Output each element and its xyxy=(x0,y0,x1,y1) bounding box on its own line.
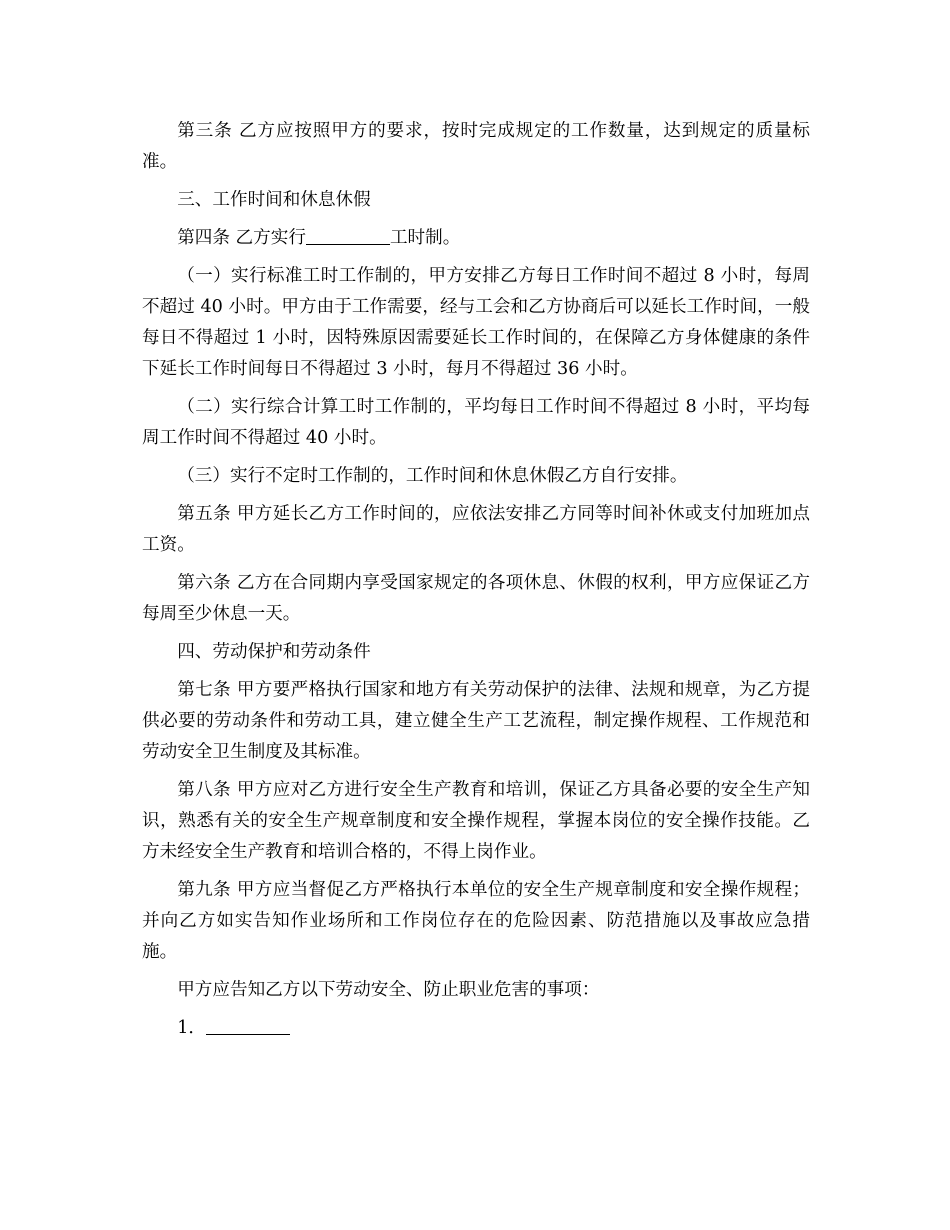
working-hours-type-blank xyxy=(306,226,390,245)
safety-item-1 xyxy=(142,1013,810,1044)
safety-notice-intro: 甲方应告知乙方以下劳动安全、防止职业危害的事项： xyxy=(177,980,600,1000)
standard-hours-clause: （一）实行标准工时工作制的，甲方安排乙方每日工作时间不超过 8 小时，每周不超过 40 小时。甲方由于工作需要，经与工会和乙方协商后可以延长工作时间，一般每日不得超过 1 小时，因特殊原因需要延长工作时间的，在保障乙方身体健康的条件下延长工作时间每日不得超过 3 小时，每月不得超过 36 小时。 xyxy=(142,266,810,379)
article-3-paragraph: 第三条 乙方应按照甲方的要求，按时完成规定的工作数量，达到规定的质量标准。 xyxy=(142,121,810,172)
article-5-paragraph: 第五条 甲方延长乙方工作时间的，应依法安排乙方同等时间补休或支付加班加点工资。 xyxy=(142,504,810,555)
article-4-paragraph xyxy=(142,223,810,254)
article-6-paragraph: 第六条 乙方在合同期内享受国家规定的各项休息、休假的权利，甲方应保证乙方每周至少休息一天。 xyxy=(142,573,810,624)
article-8-paragraph: 第八条 甲方应对乙方进行安全生产教育和培训，保证乙方具备必要的安全生产知识，熟悉有关的安全生产规章制度和安全操作规程，掌握本岗位的安全操作技能。乙方未经安全生产教育和培训合格的，不得上岗作业。 xyxy=(142,780,810,862)
article-9-paragraph: 第九条 甲方应当督促乙方严格执行本单位的安全生产规章制度和安全操作规程；并向乙方如实告知作业场所和工作岗位存在的危险因素、防范措施以及事故应急措施。 xyxy=(142,880,810,962)
document-body xyxy=(142,116,810,1051)
safety-item-1-number: 1． xyxy=(177,1018,206,1038)
article-7-paragraph: 第七条 甲方要严格执行国家和地方有关劳动保护的法律、法规和规章，为乙方提供必要的劳动条件和劳动工具，建立健全生产工艺流程，制定操作规程、工作规范和劳动安全卫生制度及其标准。 xyxy=(142,680,810,762)
section-4-heading: 四、劳动保护和劳动条件 xyxy=(177,642,371,662)
article-4-text-before-blank: 第四条 乙方实行 xyxy=(177,228,306,248)
safety-item-1-blank xyxy=(206,1016,290,1035)
flexible-hours-clause: （三）实行不定时工作制的，工作时间和休息休假乙方自行安排。 xyxy=(177,466,688,486)
section-3-heading: 三、工作时间和休息休假 xyxy=(177,190,371,210)
comprehensive-hours-clause: （二）实行综合计算工时工作制的，平均每日工作时间不得超过 8 小时，平均每周工作时间不得超过 40 小时。 xyxy=(142,397,810,448)
article-4-text-after-blank: 工时制。 xyxy=(389,228,461,248)
